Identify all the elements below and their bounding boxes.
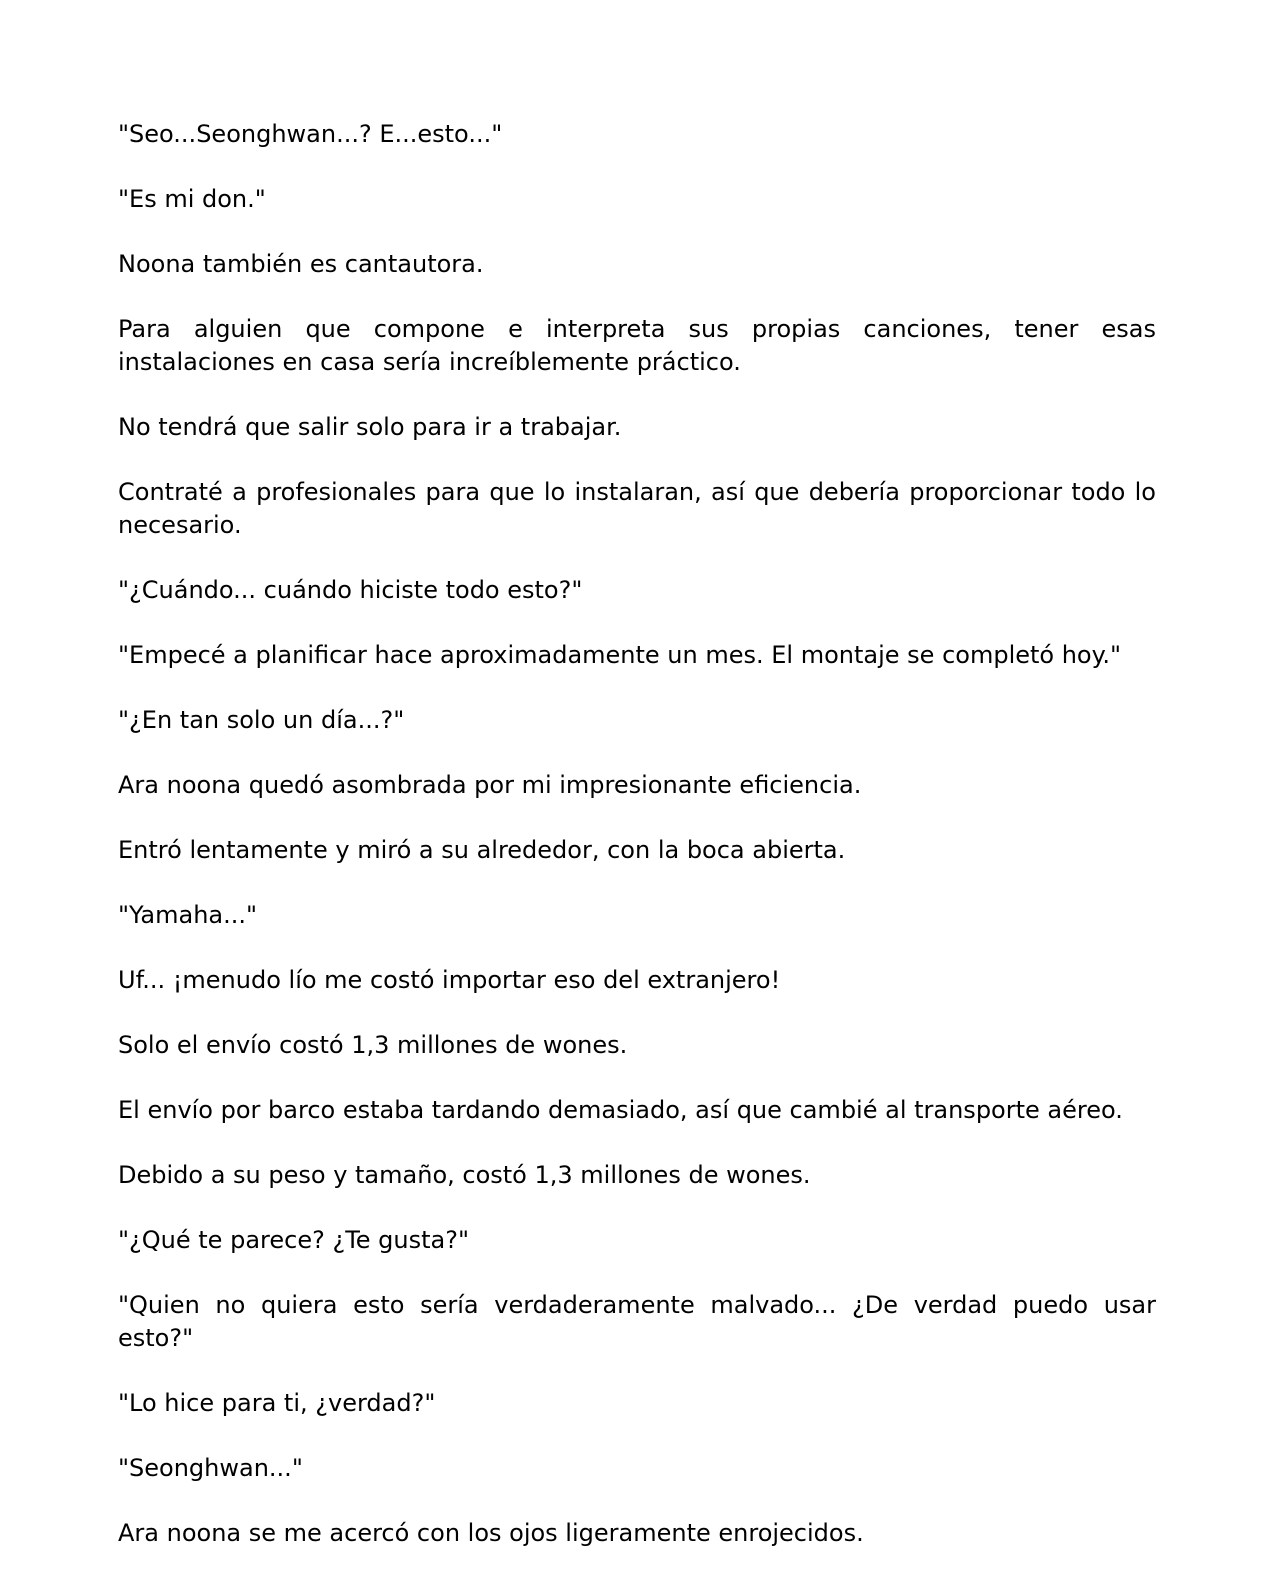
paragraph-21: Ara noona se me acercó con los ojos ligeramente enrojecidos. [118, 1519, 864, 1547]
paragraph-11: Entró lentamente y miró a su alrededor, con la boca abierta. [118, 836, 846, 864]
paragraph-7: "¿Cuándo... cuándo hiciste todo esto?" [118, 576, 583, 604]
paragraph-12: "Yamaha..." [118, 901, 258, 929]
paragraph-3: Noona también es cantautora. [118, 250, 484, 278]
paragraph-16: Debido a su peso y tamaño, costó 1,3 millones de wones. [118, 1161, 811, 1189]
paragraph-14: Solo el envío costó 1,3 millones de wones. [118, 1031, 628, 1059]
paragraph-8: "Empecé a planificar hace aproximadamente un mes. El montaje se completó hoy." [118, 641, 1122, 669]
paragraph-18: "Quien no quiera esto sería verdaderamente malvado... ¿De verdad puedo usar esto?" [118, 1291, 1156, 1352]
paragraph-10: Ara noona quedó asombrada por mi impresionante eficiencia. [118, 771, 862, 799]
paragraph-15: El envío por barco estaba tardando demasiado, así que cambié al transporte aéreo. [118, 1096, 1123, 1124]
paragraph-2: "Es mi don." [118, 185, 266, 213]
paragraph-17: "¿Qué te parece? ¿Te gusta?" [118, 1226, 470, 1254]
paragraph-1: "Seo...Seonghwan...? E...esto..." [118, 120, 503, 148]
paragraph-13: Uf... ¡menudo lío me costó importar eso del extranjero! [118, 966, 781, 994]
paragraph-4: Para alguien que compone e interpreta sus propias canciones, tener esas instalaciones en casa sería increíblemente práctico. [118, 315, 1156, 376]
paragraph-6: Contraté a profesionales para que lo instalaran, así que debería proporcionar todo lo necesario. [118, 478, 1156, 539]
paragraph-20: "Seonghwan..." [118, 1454, 303, 1482]
paragraph-9: "¿En tan solo un día...?" [118, 706, 405, 734]
document-body [118, 118, 1156, 1582]
paragraph-5: No tendrá que salir solo para ir a trabajar. [118, 413, 622, 441]
paragraph-19: "Lo hice para ti, ¿verdad?" [118, 1389, 436, 1417]
